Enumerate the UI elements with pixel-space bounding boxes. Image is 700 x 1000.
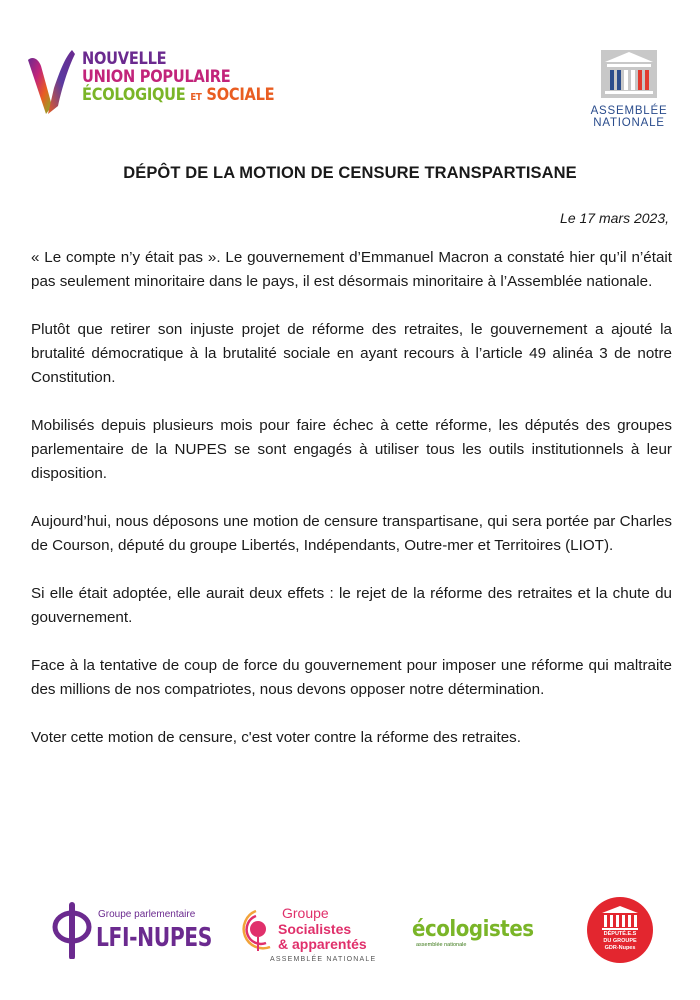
- nupes-line-3b: ET: [190, 92, 202, 103]
- lfi-nupes-logo: [50, 901, 213, 959]
- gdr-line-3: GDR-Nupes: [604, 945, 636, 951]
- footer-logos: [0, 895, 700, 975]
- socialistes-logo: [236, 901, 377, 963]
- nupes-line-3a: ÉCOLOGIQUE: [82, 85, 186, 105]
- paragraph-1: « Le compte n’y était pas ». Le gouvernement d’Emmanuel Macron a constaté hier qu’il n’était pas seulement minoritaire dans le pays, il est désormais minoritaire à l’Assemblée nationale.: [31, 249, 672, 290]
- lfi-title: LFI-NUPES: [96, 923, 213, 953]
- ps-line-2: Socialistes: [278, 921, 352, 937]
- nupes-logo: [26, 46, 275, 122]
- nupes-v-logo-icon: [26, 48, 76, 118]
- ps-line-1: Groupe: [282, 905, 329, 921]
- nupes-wordmark: [82, 50, 274, 107]
- assemblee-building-white-icon: [600, 905, 640, 931]
- ecologistes-logo: [412, 917, 542, 947]
- document-body: [31, 246, 672, 774]
- gdr-line-2: DU GROUPE: [603, 938, 637, 944]
- assemblee-nationale-logo: [585, 50, 673, 128]
- document-title: DÉPÔT DE LA MOTION DE CENSURE TRANSPARTISANE: [123, 164, 577, 182]
- paragraph-6: Face à la tentative de coup de force du gouvernement pour imposer une réforme qui maltraite des millions de nos compatriotes, nous devons opposer notre détermination.: [31, 657, 672, 698]
- ps-line-3: & apparentés: [278, 936, 367, 952]
- assemblee-building-icon: [601, 50, 657, 98]
- nupes-line-2: UNION POPULAIRE: [82, 67, 231, 87]
- document-date: Le 17 mars 2023,: [560, 210, 669, 226]
- assemblee-line-1: ASSEMBLÉE: [590, 105, 668, 117]
- rose-fist-icon: [236, 907, 276, 957]
- nupes-line-3c: SOCIALE: [206, 85, 275, 105]
- nupes-line-1: NOUVELLE: [82, 49, 167, 69]
- gdr-line-1: DÉPUTÉ.E.S: [603, 931, 637, 937]
- phi-icon: [50, 901, 94, 959]
- paragraph-4: Aujourd’hui, nous déposons une motion de censure transpartisane, qui sera portée par Charles de Courson, député du groupe Libertés, Indépendants, Outre-mer et Territoires (LIOT).: [31, 513, 672, 554]
- paragraph-5: Si elle était adoptée, elle aurait deux effets : le rejet de la réforme des retraites et la chute du gouvernement.: [31, 585, 672, 626]
- gdr-logo: [587, 897, 653, 963]
- ps-line-4: ASSEMBLÉE NATIONALE: [270, 956, 377, 963]
- eco-subtitle: assemblée nationale: [416, 942, 467, 948]
- paragraph-3: Mobilisés depuis plusieurs mois pour faire échec à cette réforme, les députés des groupes parlementaire de la NUPES se sont engagés à utiliser tous les outils institutionnels à leur disposition.: [31, 417, 672, 482]
- paragraph-7: Voter cette motion de censure, c'est voter contre la réforme des retraites.: [31, 729, 521, 746]
- lfi-subtitle: Groupe parlementaire: [98, 909, 196, 920]
- paragraph-2: Plutôt que retirer son injuste projet de réforme des retraites, le gouvernement a ajouté la brutalité démocratique à la brutalité sociale en ayant recours à l’article 49 alinéa 3 de notre Constitution.: [31, 321, 672, 386]
- eco-title: écologistes: [412, 917, 534, 942]
- assemblee-line-2: NATIONALE: [593, 117, 665, 129]
